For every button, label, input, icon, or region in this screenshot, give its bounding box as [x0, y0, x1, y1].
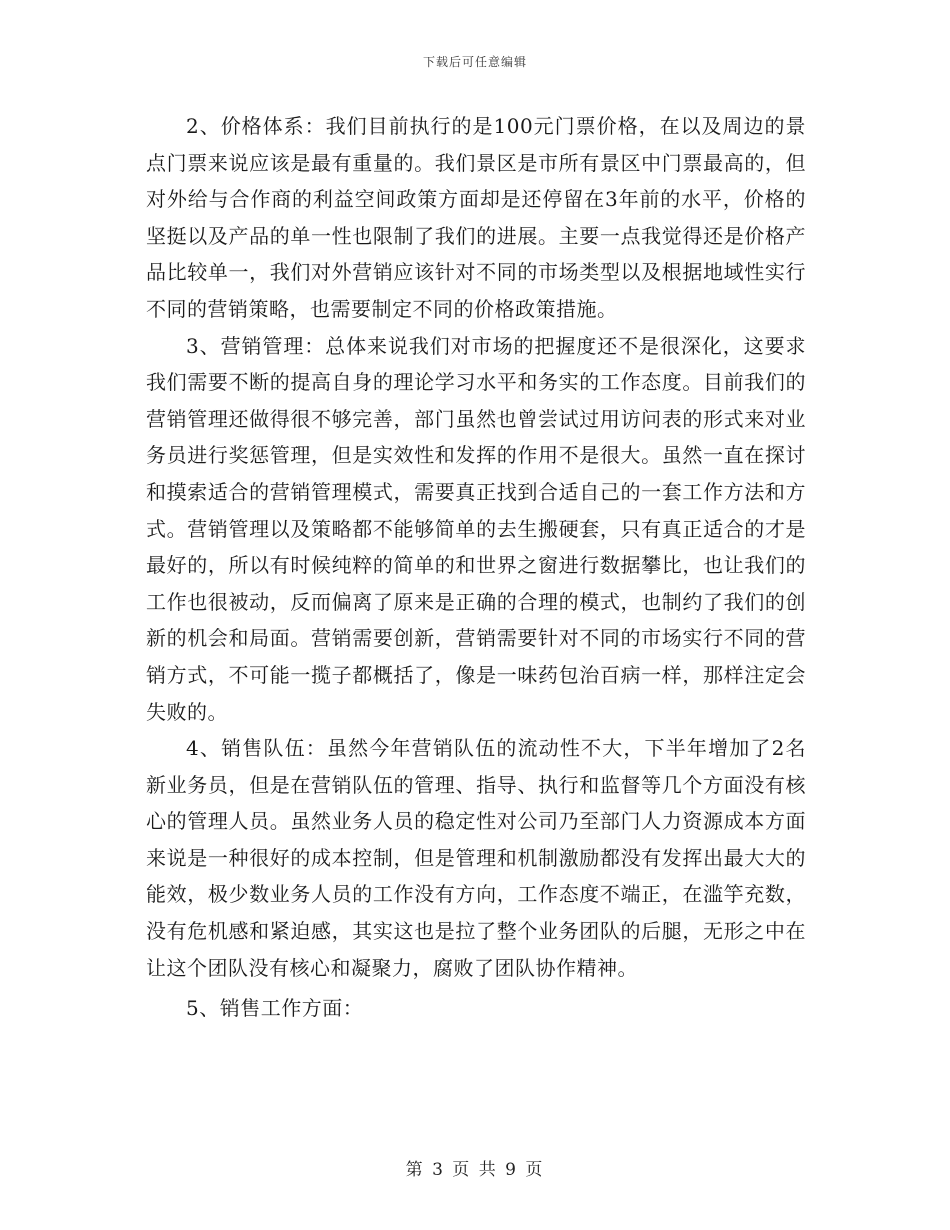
paragraph-sales-work: 5、销售工作方面：	[186, 996, 364, 1021]
page-header: 下载后可任意编辑	[422, 55, 527, 69]
paragraph-sales-team: 4、销售队伍：虽然今年营销队伍的流动性不大，下半年增加了2名新业务员，但是在营销队伍的管理、指导、执行和监督等几个方面没有核心的管理人员。虽然业务人员的稳定性对公司乃至部门人力资源成本方面来说是一种很好的成本控制，但是管理和机制激励都没有发挥出最大大的能效，极少数业务人员的工作没有方向，工作态度不端正，在滥竽充数，没有危机感和紧迫感，其实这也是拉了整个业务团队的后腿，无形之中在让这个团队没有核心和凝聚力，腐败了团队协作精神。	[146, 736, 806, 980]
document-body	[146, 108, 806, 1027]
paragraph-price-system: 2、价格体系：我们目前执行的是100元门票价格，在以及周边的景点门票来说应该是最有重量的。我们景区是市所有景区中门票最高的，但对外给与合作商的利益空间政策方面却是还停留在3年前的水平，价格的坚挺以及产品的单一性也限制了我们的进展。主要一点我觉得还是价格产品比较单一，我们对外营销应该针对不同的市场类型以及根据地域性实行不同的营销策略，也需要制定不同的价格政策措施。	[146, 114, 806, 321]
page-number: 第 3 页 共 9 页	[405, 1160, 545, 1180]
paragraph-marketing-management: 3、营销管理：总体来说我们对市场的把握度还不是很深化，这要求我们需要不断的提高自身的理论学习水平和务实的工作态度。目前我们的营销管理还做得很不够完善，部门虽然也曾尝试过用访问表的形式来对业务员进行奖惩管理，但是实效性和发挥的作用不是很大。虽然一直在探讨和摸索适合的营销管理模式，需要真正找到合适自己的一套工作方法和方式。营销管理以及策略都不能够简单的去生搬硬套，只有真正适合的才是最好的，所以有时候纯粹的简单的和世界之窗进行数据攀比，也让我们的工作也很被动，反而偏离了原来是正确的合理的模式，也制约了我们的创新的机会和局面。营销需要创新，营销需要针对不同的市场实行不同的营销方式，不可能一揽子都概括了，像是一味药包治百病一样，那样注定会失败的。	[146, 333, 806, 724]
